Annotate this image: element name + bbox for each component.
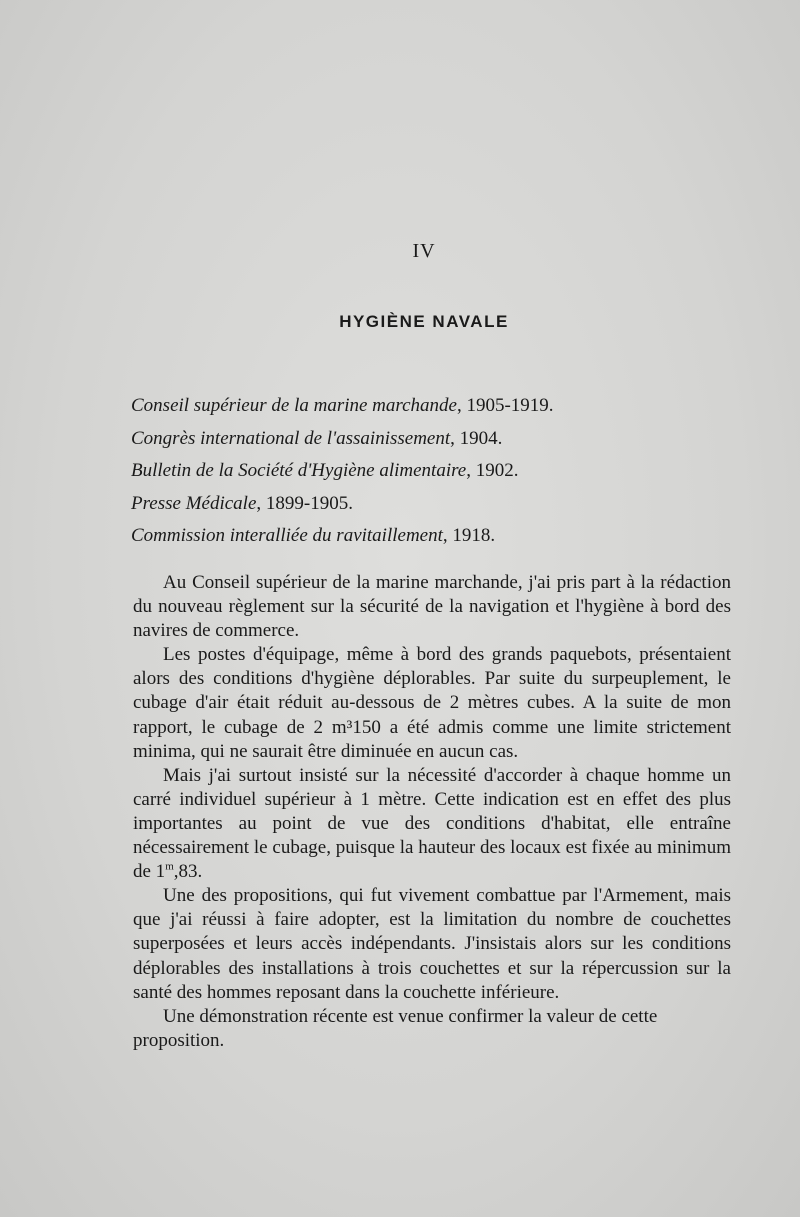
reference-item: Bulletin de la Société d'Hygiène alimentaire, 1902. <box>131 460 519 481</box>
reference-item: Conseil supérieur de la marine marchande, 1905-1919. <box>131 395 554 416</box>
reference-title: Commission interalliée du ravitaillement <box>131 525 443 546</box>
chapter-title: HYGIÈNE NAVALE <box>339 312 509 331</box>
references-list <box>131 390 751 553</box>
reference-years: 1905-1919. <box>466 395 554 416</box>
paragraph-text: Mais j'ai surtout insisté sur la nécessité d'accorder à chaque homme un carré individuel supérieur à 1 mètre. Cette indication est en effet des plus importantes au point de vue des conditions d'habitat, elle entraîne nécessairement le cubage, puisque la hauteur des locaux est fixée au minimum de 1 <box>133 764 731 883</box>
chapter-number: IV <box>412 240 436 262</box>
reference-years: 1918. <box>452 525 496 546</box>
reference-title: Bulletin de la Société d'Hygiène alimentaire <box>131 460 467 481</box>
reference-title: Congrès international de l'assainissement <box>131 427 451 449</box>
paragraph <box>133 764 731 884</box>
reference-item: Congrès international de l'assainissement, 1904. <box>131 427 503 449</box>
reference-item: Commission interalliée du ravitaillement, 1918. <box>131 525 496 546</box>
reference-years: 1904. <box>459 427 503 449</box>
paragraph: Une des propositions, qui fut vivement combattue par l'Armement, mais que j'ai réussi à faire adopter, est la limitation du nombre de couchettes superposées et leurs accès indépendants. J'insistais alors sur les conditions déplorables des installations à trois couchettes et sur la répercussion sur la santé des hommes reposant dans la couchette inférieure. <box>133 885 731 1003</box>
superscript-unit: m <box>165 860 174 873</box>
paragraph-text-end: ,83. <box>173 861 203 883</box>
paragraph: Les postes d'équipage, même à bord des grands paquebots, présentaient alors des conditions d'hygiène déplorables. Par suite du surpeuplement, le cubage d'air était réduit au-dessous de 2 mètres cubes. A la suite de mon rapport, le cubage de 2 m³150 a été admis comme une limite strictement minima, qui ne saurait être diminuée en aucun cas. <box>133 644 731 762</box>
reference-item: Presse Médicale, 1899-1905. <box>131 492 353 514</box>
reference-title: Presse Médicale <box>131 492 257 514</box>
reference-years: 1902. <box>475 460 519 481</box>
body-text <box>133 571 731 1053</box>
reference-title: Conseil supérieur de la marine marchande <box>131 395 457 416</box>
paragraph: Une démonstration récente est venue confirmer la valeur de cette proposition. <box>133 1005 658 1051</box>
paragraph: Au Conseil supérieur de la marine marchande, j'ai pris part à la rédaction du nouveau règlement sur la sécurité de la navigation et l'hygiène à bord des navires de commerce. <box>133 572 731 642</box>
reference-years: 1899-1905. <box>265 492 353 514</box>
